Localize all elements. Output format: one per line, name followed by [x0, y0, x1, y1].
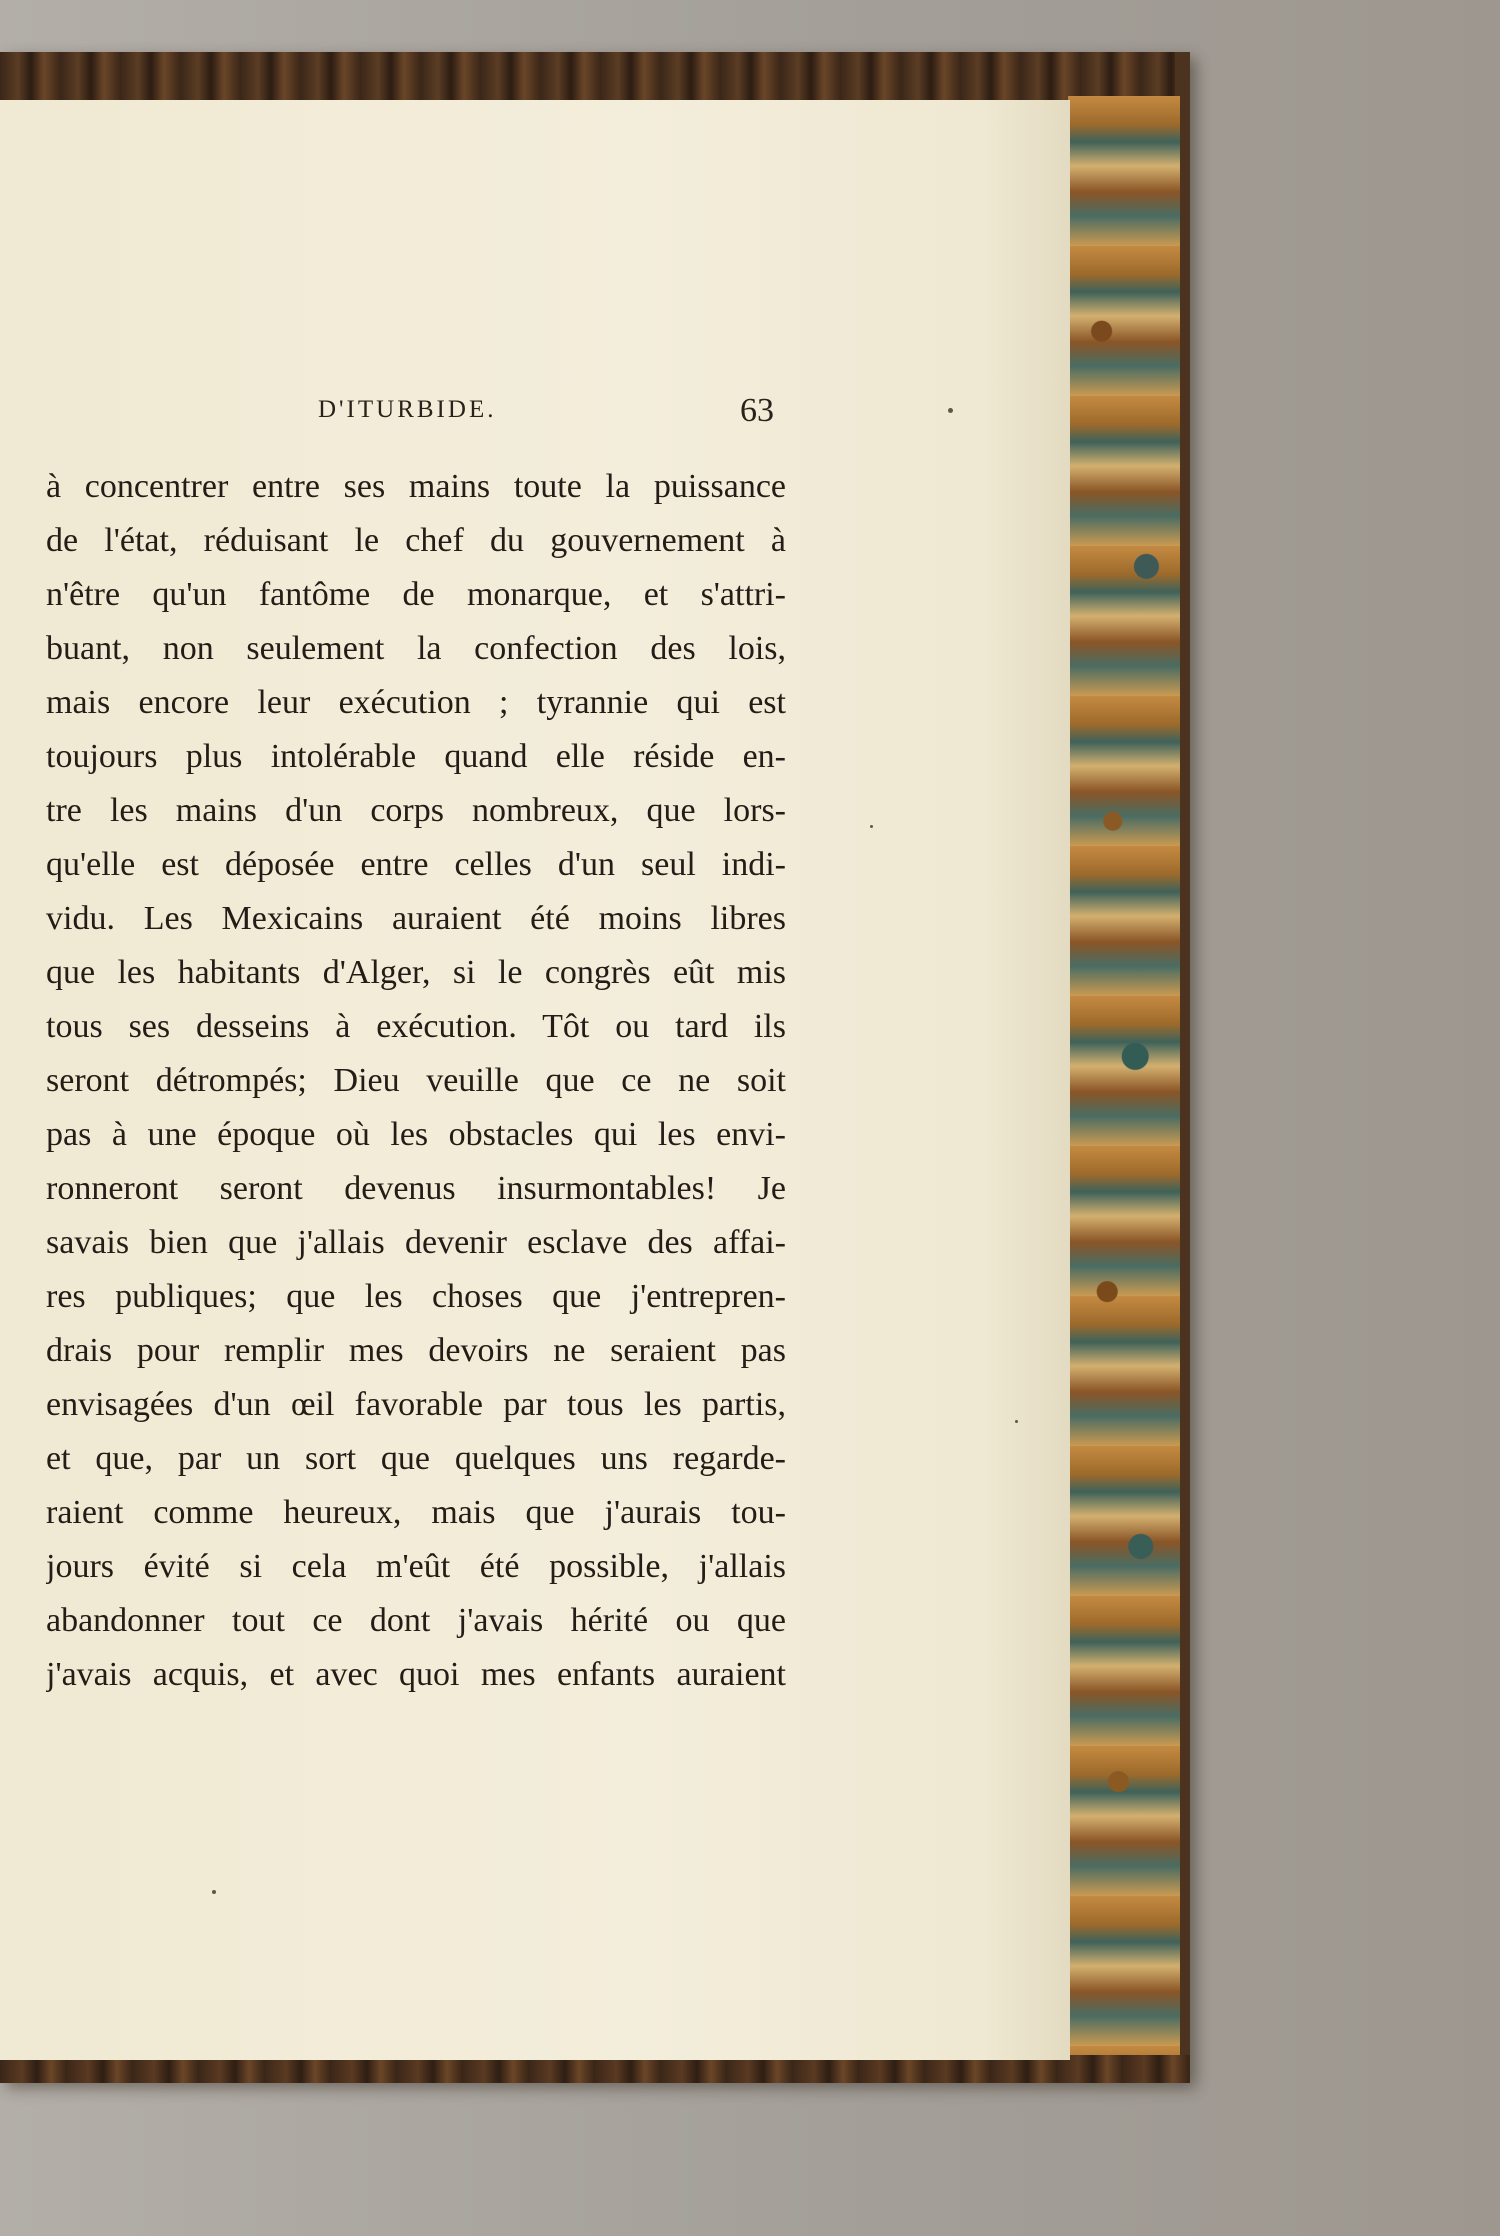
marbled-page-edge [1068, 96, 1180, 2056]
text-line: et que, par un sort que quelques uns regarde- [46, 1440, 786, 1477]
text-line: que les habitants d'Alger, si le congrès eût mis [46, 954, 786, 991]
paper-speck [870, 825, 873, 828]
text-line: res publiques; que les choses que j'entrepren- [46, 1278, 786, 1315]
text-line: vidu. Les Mexicains auraient été moins libres [46, 900, 786, 937]
text-line: qu'elle est déposée entre celles d'un seul indi- [46, 846, 786, 883]
text-line: envisagées d'un œil favorable par tous les partis, [46, 1386, 786, 1423]
page-header [0, 392, 1070, 432]
text-line: savais bien que j'allais devenir esclave des affai- [46, 1224, 786, 1261]
text-line: toujours plus intolérable quand elle réside en- [46, 738, 786, 775]
paper-speck [948, 408, 953, 413]
text-line: buant, non seulement la confection des lois, [46, 630, 786, 667]
text-line: jours évité si cela m'eût été possible, j'allais [46, 1548, 786, 1585]
book-cover-top-edge [0, 52, 1175, 104]
text-line: drais pour remplir mes devoirs ne seraient pas [46, 1332, 786, 1369]
text-line: à concentrer entre ses mains toute la puissance [46, 468, 786, 505]
page-number: 63 [740, 392, 774, 429]
text-line: mais encore leur exécution ; tyrannie qui est [46, 684, 786, 721]
text-line: ronneront seront devenus insurmontables! Je [46, 1170, 786, 1207]
running-head: D'ITURBIDE. [318, 396, 497, 423]
text-line: tous ses desseins à exécution. Tôt ou tard ils [46, 1008, 786, 1045]
text-line: tre les mains d'un corps nombreux, que lors- [46, 792, 786, 829]
text-line: n'être qu'un fantôme de monarque, et s'attri- [46, 576, 786, 613]
text-line: abandonner tout ce dont j'avais hérité ou que [46, 1602, 786, 1639]
paper-speck [1015, 1420, 1018, 1423]
text-line: pas à une époque où les obstacles qui les envi- [46, 1116, 786, 1153]
paper-speck [212, 1890, 216, 1894]
text-line: raient comme heureux, mais que j'aurais tou- [46, 1494, 786, 1531]
text-line: de l'état, réduisant le chef du gouvernement à [46, 522, 786, 559]
text-line: seront détrompés; Dieu veuille que ce ne soit [46, 1062, 786, 1099]
page-body-text [46, 460, 786, 1702]
text-line: j'avais acquis, et avec quoi mes enfants auraient [46, 1656, 786, 1693]
